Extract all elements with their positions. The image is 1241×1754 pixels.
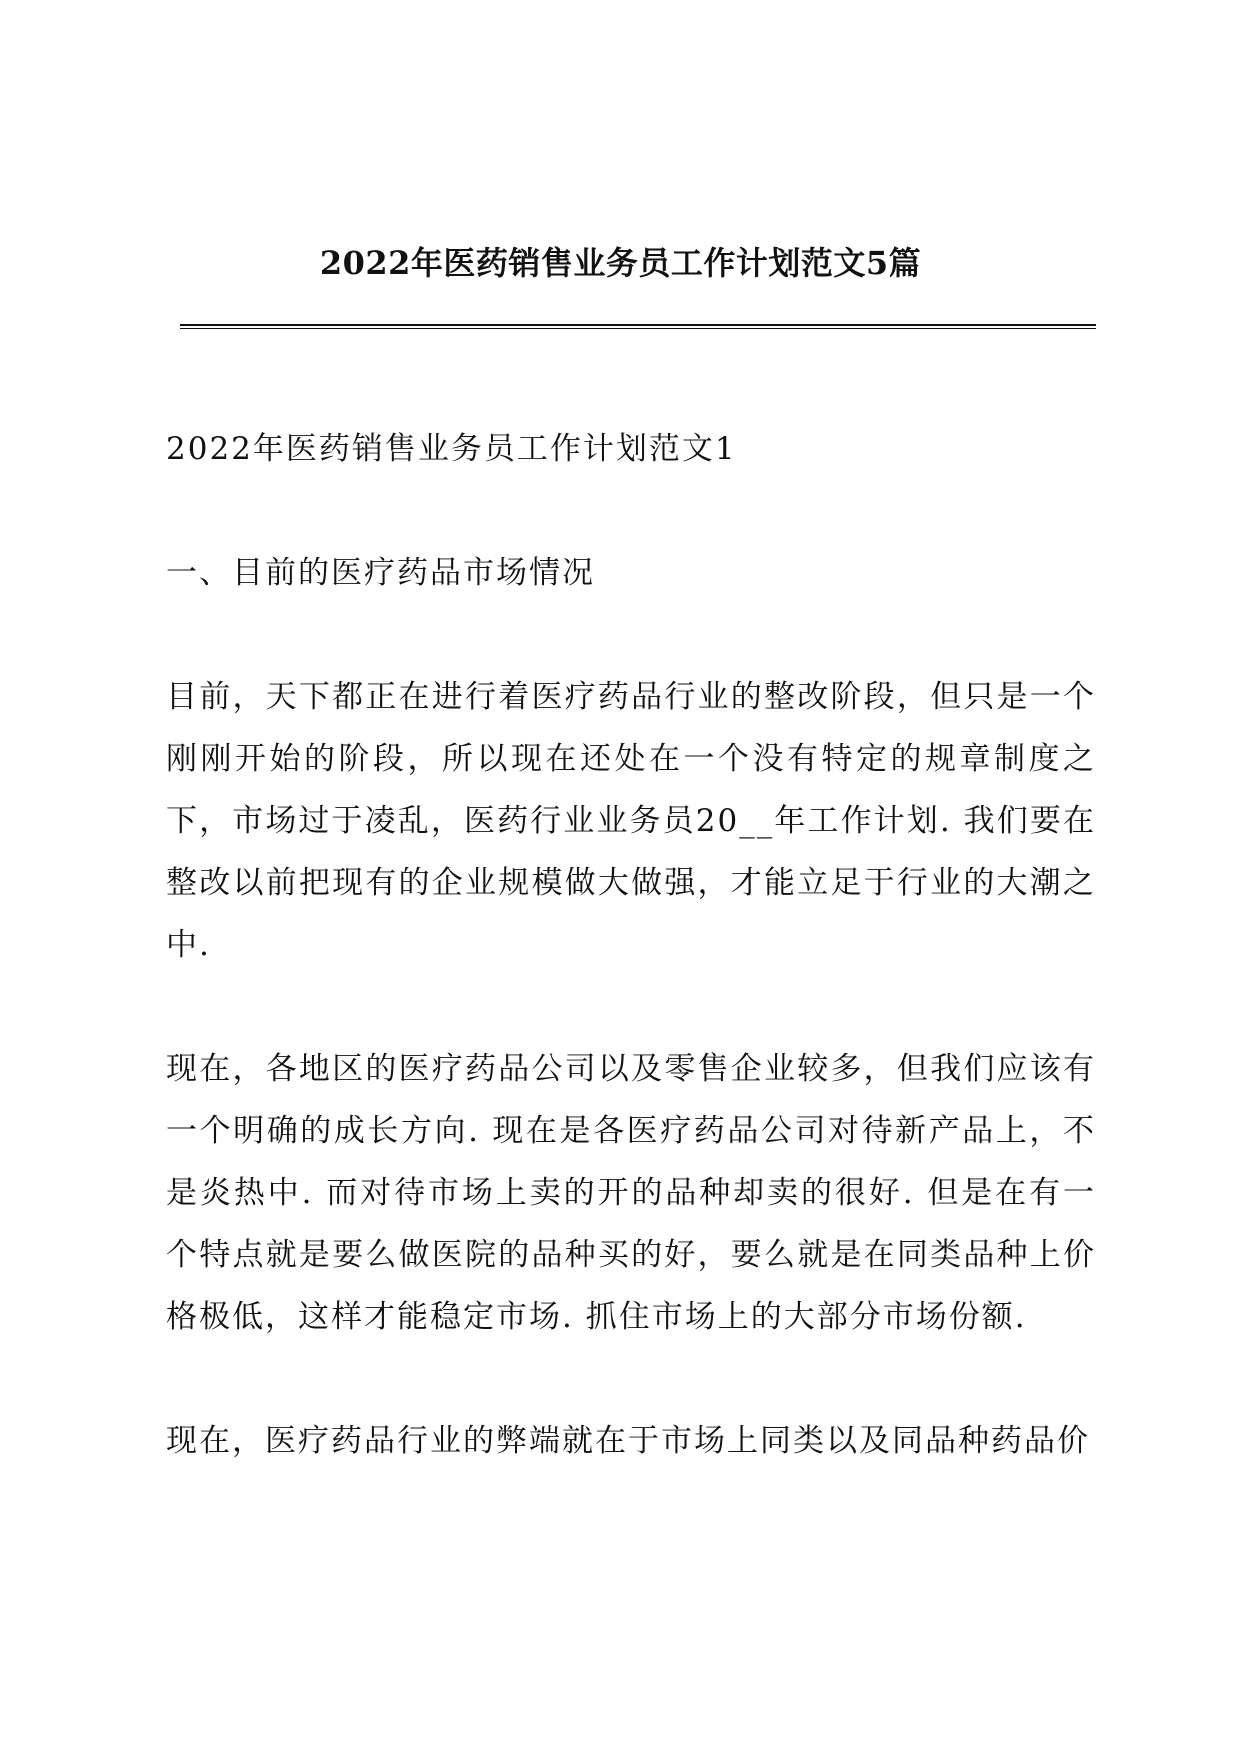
subsection-title: 一、目前的医疗药品市场情况 <box>166 555 595 591</box>
document-title: 2022年医药销售业务员工作计划范文5篇 <box>319 244 922 282</box>
paragraph: 目前，天下都正在进行着医疗药品行业的整改阶段，但只是一个刚刚开始的阶段，所以现在还处在一个没有特定的规章制度之下，市场过于凌乱，医药行业业务员20__年工作计划. 我们要在整改以前把现有的企业规模做大做强，才能立足于行业的大潮之中. <box>166 679 1096 963</box>
paragraph: 现在，各地区的医疗药品公司以及零售企业较多，但我们应该有一个明确的成长方向. 现在是各医疗药品公司对待新产品上，不是炎热中. 而对待市场上卖的开的品种却卖的很好. 但是在有一个特点就是要么做医院的品种买的好，要么就是在同类品种上价格极低，这样才能稳定市场. 抓住市场上的大部分市场份额. <box>166 1051 1096 1335</box>
title-divider <box>180 324 1096 329</box>
section-title: 2022年医药销售业务员工作计划范文1 <box>166 431 737 467</box>
paragraph: 现在，医疗药品行业的弊端就在于市场上同类以及同品种药品价 <box>166 1423 1090 1459</box>
document-body <box>166 418 1096 1534</box>
